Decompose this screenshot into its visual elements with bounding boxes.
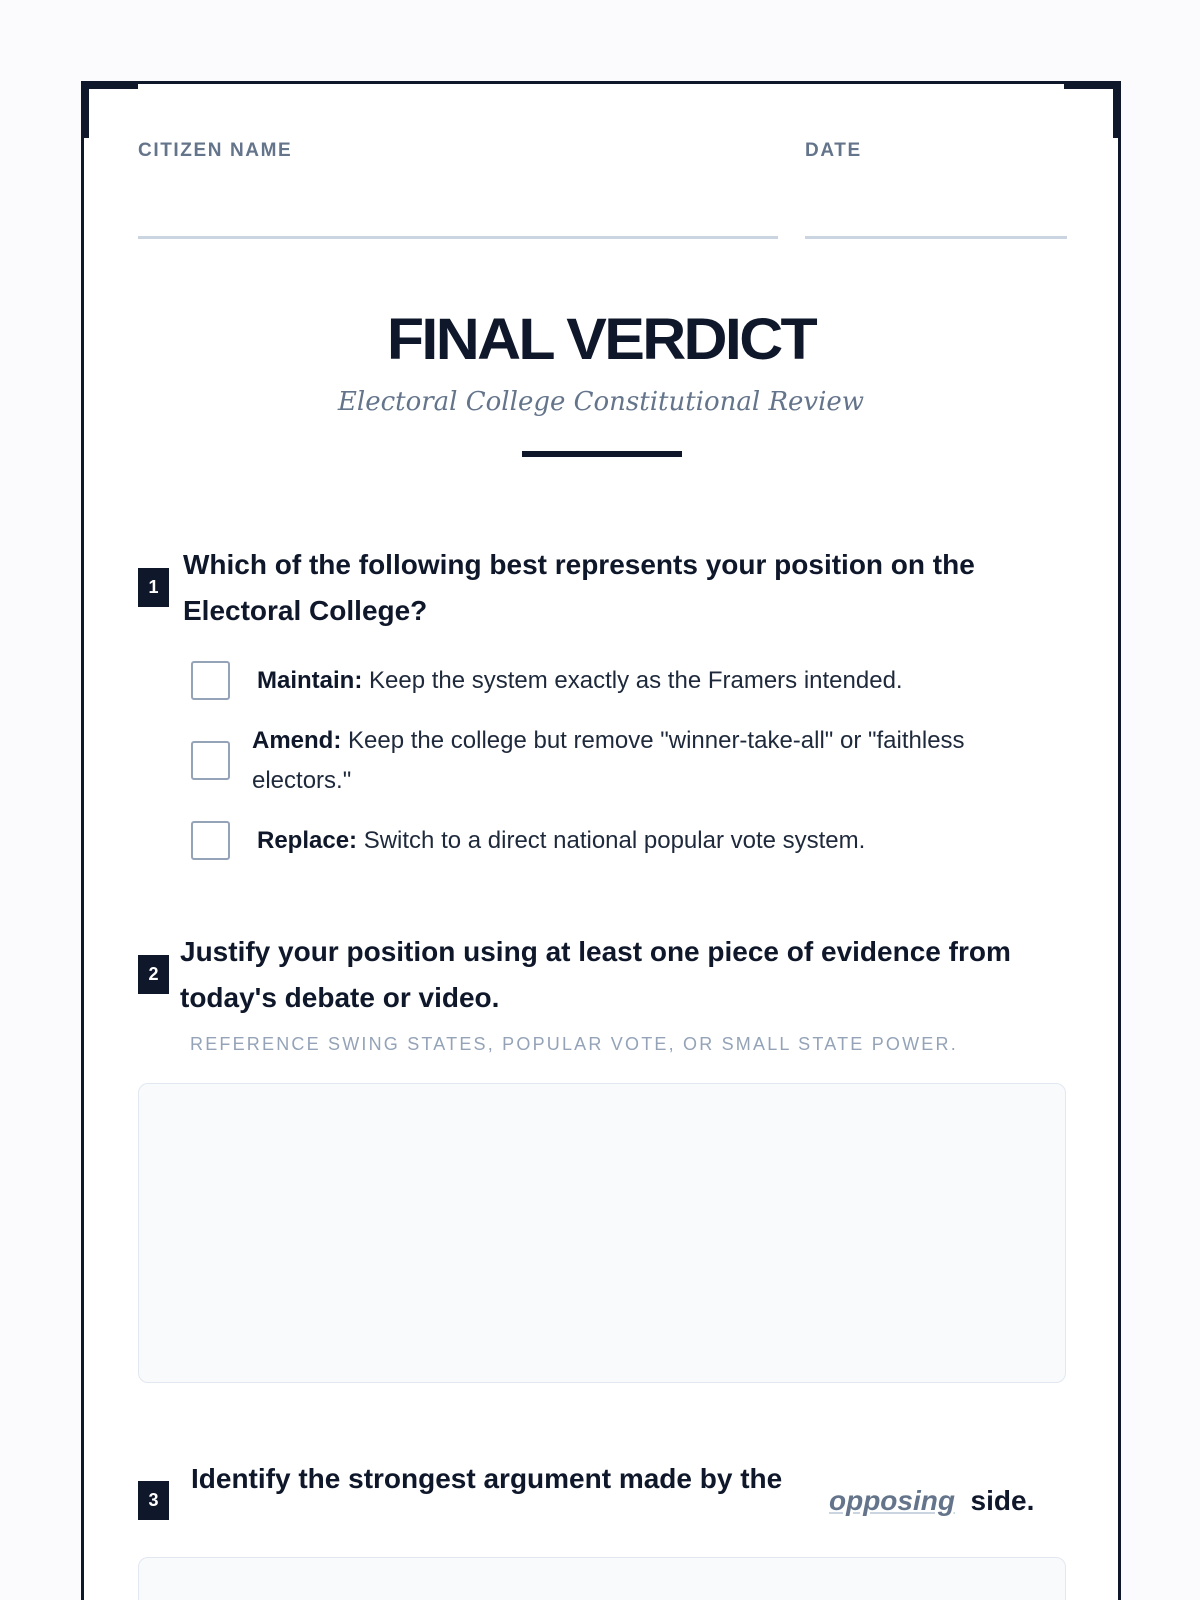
page-subtitle: Electoral College Constitutional Review <box>337 387 865 417</box>
option-maintain-checkbox[interactable] <box>191 661 230 700</box>
option-replace-checkbox[interactable] <box>191 821 230 860</box>
question-3-text-after: side. <box>970 1485 1035 1516</box>
date-label: DATE <box>805 140 862 161</box>
option-replace-text <box>257 821 1047 861</box>
question-1-text: Which of the following best represents your position on the Electoral College? <box>183 549 975 626</box>
page-title: FINAL VERDICT <box>386 307 816 372</box>
question-3-emphasis: opposing <box>829 1485 955 1516</box>
citizen-name-field[interactable] <box>138 236 778 239</box>
option-amend-text <box>252 721 1042 801</box>
question-3-number: 3 <box>138 1481 169 1520</box>
question-3-text: Identify the strongest argument made by the <box>191 1463 783 1494</box>
question-1-number: 1 <box>138 568 169 607</box>
title-divider <box>522 451 682 457</box>
question-3-answer-box[interactable] <box>138 1557 1066 1600</box>
corner-bracket-top-left <box>81 81 138 89</box>
option-amend-checkbox[interactable] <box>191 741 230 780</box>
date-field[interactable] <box>805 236 1067 239</box>
question-2-answer-box[interactable] <box>138 1083 1066 1383</box>
option-maintain-label: Maintain: <box>257 667 363 694</box>
option-replace-description: Switch to a direct national popular vote system. <box>363 827 866 854</box>
question-2-text: Justify your position using at least one piece of evidence from today's debate or video. <box>180 936 1011 1013</box>
option-amend-label: Amend: <box>252 727 342 754</box>
option-amend-description: Keep the college but remove "winner-take-all" or "faithless electors." <box>252 727 965 794</box>
corner-bracket-top-right-vertical <box>1113 81 1121 138</box>
corner-bracket-top-left-vertical <box>81 81 89 138</box>
worksheet-sheet <box>81 81 1121 1600</box>
citizen-name-label: CITIZEN NAME <box>138 140 293 161</box>
question-2-number: 2 <box>138 955 169 994</box>
option-replace-label: Replace: <box>257 827 358 854</box>
question-3-text-end <box>829 1478 1034 1524</box>
option-maintain-description: Keep the system exactly as the Framers intended. <box>369 667 903 694</box>
question-2-hint: REFERENCE SWING STATES, POPULAR VOTE, OR SMALL STATE POWER. <box>190 1034 958 1054</box>
option-maintain-text <box>257 661 1047 701</box>
